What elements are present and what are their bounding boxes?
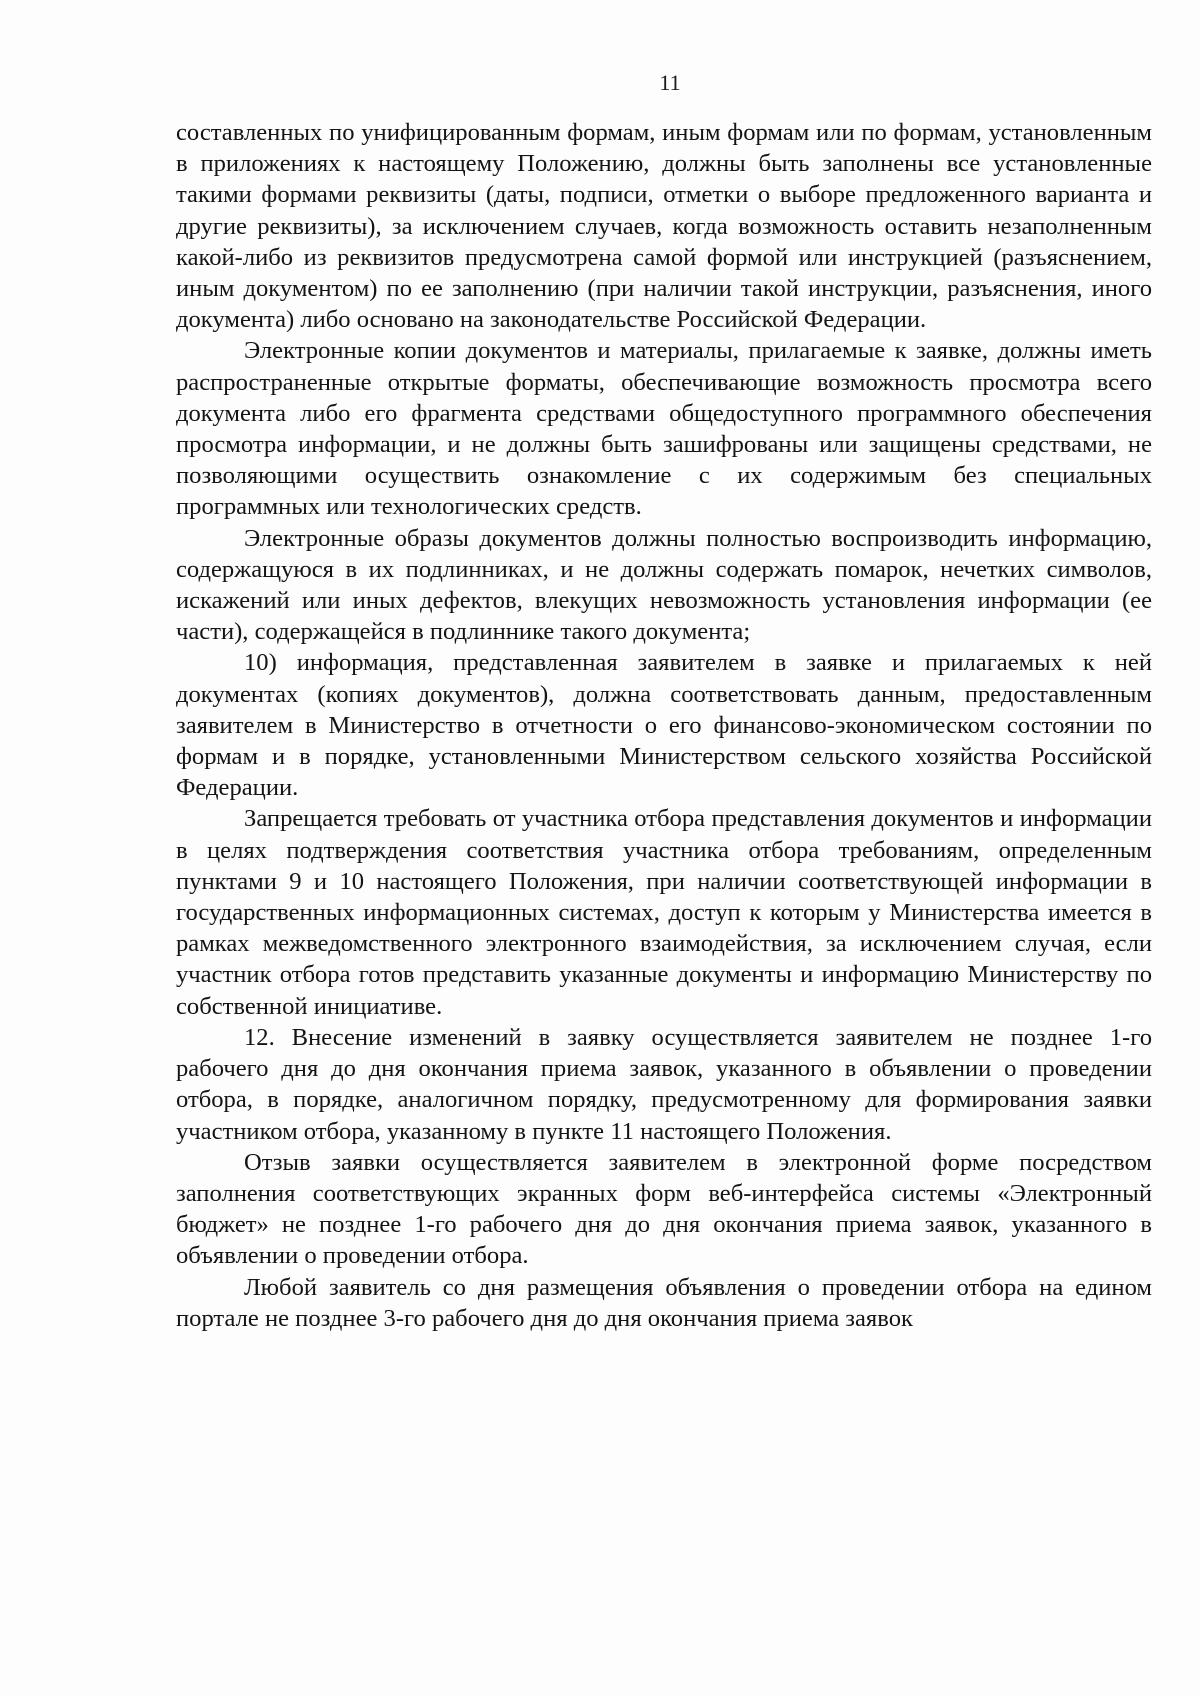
page-number: 11 <box>659 70 681 95</box>
document-body <box>176 117 1152 1334</box>
paragraph-continuation: составленных по унифицированным формам, иным формам или по формам, установленным в приложениях к настоящему Положению, должны быть заполнены все установленные такими формами реквизиты (даты, подписи, отметки о выборе предложенного варианта и другие реквизиты), за исключением случаев, когда возможность оставить незаполненным какой-либо из реквизитов предусмотрена самой формой или инструкцией (разъяснением, иным документом) по ее заполнению (при наличии такой инструкции, разъяснения, иного документа) либо основано на законодательстве Российской Федерации. <box>176 119 1152 334</box>
paragraph-electronic-images: Электронные образы документов должны полностью воспроизводить информацию, содержащуюся в их подлинниках, и не должны содержать помарок, нечетких символов, искажений или иных дефектов, влекущих невозможность установления информации (ее части), содержащейся в подлиннике такого документа; <box>176 524 1152 646</box>
paragraph-any-applicant: Любой заявитель со дня размещения объявления о проведении отбора на едином портале не позднее 3-го рабочего дня до дня окончания приема заявок <box>176 1273 1152 1332</box>
paragraph-prohibition: Запрещается требовать от участника отбора представления документов и информации в целях подтверждения соответствия участника отбора требованиям, определенным пунктами 9 и 10 настоящего Положения, при наличии соответствующей информации в государственных информационных системах, доступ к которым у Министерства имеется в рамках межведомственного электронного взаимодействия, за исключением случая, если участник отбора готов представить указанные документы и информацию Министерству по собственной инициативе. <box>176 805 1152 1020</box>
paragraph-item-12: 12. Внесение изменений в заявку осуществляется заявителем не позднее 1-го рабочего дня до дня окончания приема заявок, указанного в объявлении о проведении отбора, в порядке, аналогичном порядку, предусмотренному для формирования заявки участником отбора, указанному в пункте 11 настоящего Положения. <box>176 1023 1152 1145</box>
paragraph-withdrawal: Отзыв заявки осуществляется заявителем в электронной форме посредством заполнения соответствующих экранных форм веб-интерфейса системы «Электронный бюджет» не позднее 1-го рабочего дня до дня окончания приема заявок, указанного в объявлении о проведении отбора. <box>176 1148 1152 1270</box>
paragraph-item-10: 10) информация, представленная заявителем в заявке и прилагаемых к ней документах (копиях документов), должна соответствовать данным, предоставленным заявителем в Министерство в отчетности о его финансово-экономическом состоянии по формам и в порядке, установленными Министерством сельского хозяйства Российской Федерации. <box>176 649 1152 802</box>
paragraph-electronic-copies: Электронные копии документов и материалы, прилагаемые к заявке, должны иметь распространенные открытые форматы, обеспечивающие возможность просмотра всего документа либо его фрагмента средствами общедоступного программного обеспечения просмотра информации, и не должны быть зашифрованы или защищены средствами, не позволяющими осуществить ознакомление с их содержимым без специальных программных или технологических средств. <box>176 337 1152 521</box>
